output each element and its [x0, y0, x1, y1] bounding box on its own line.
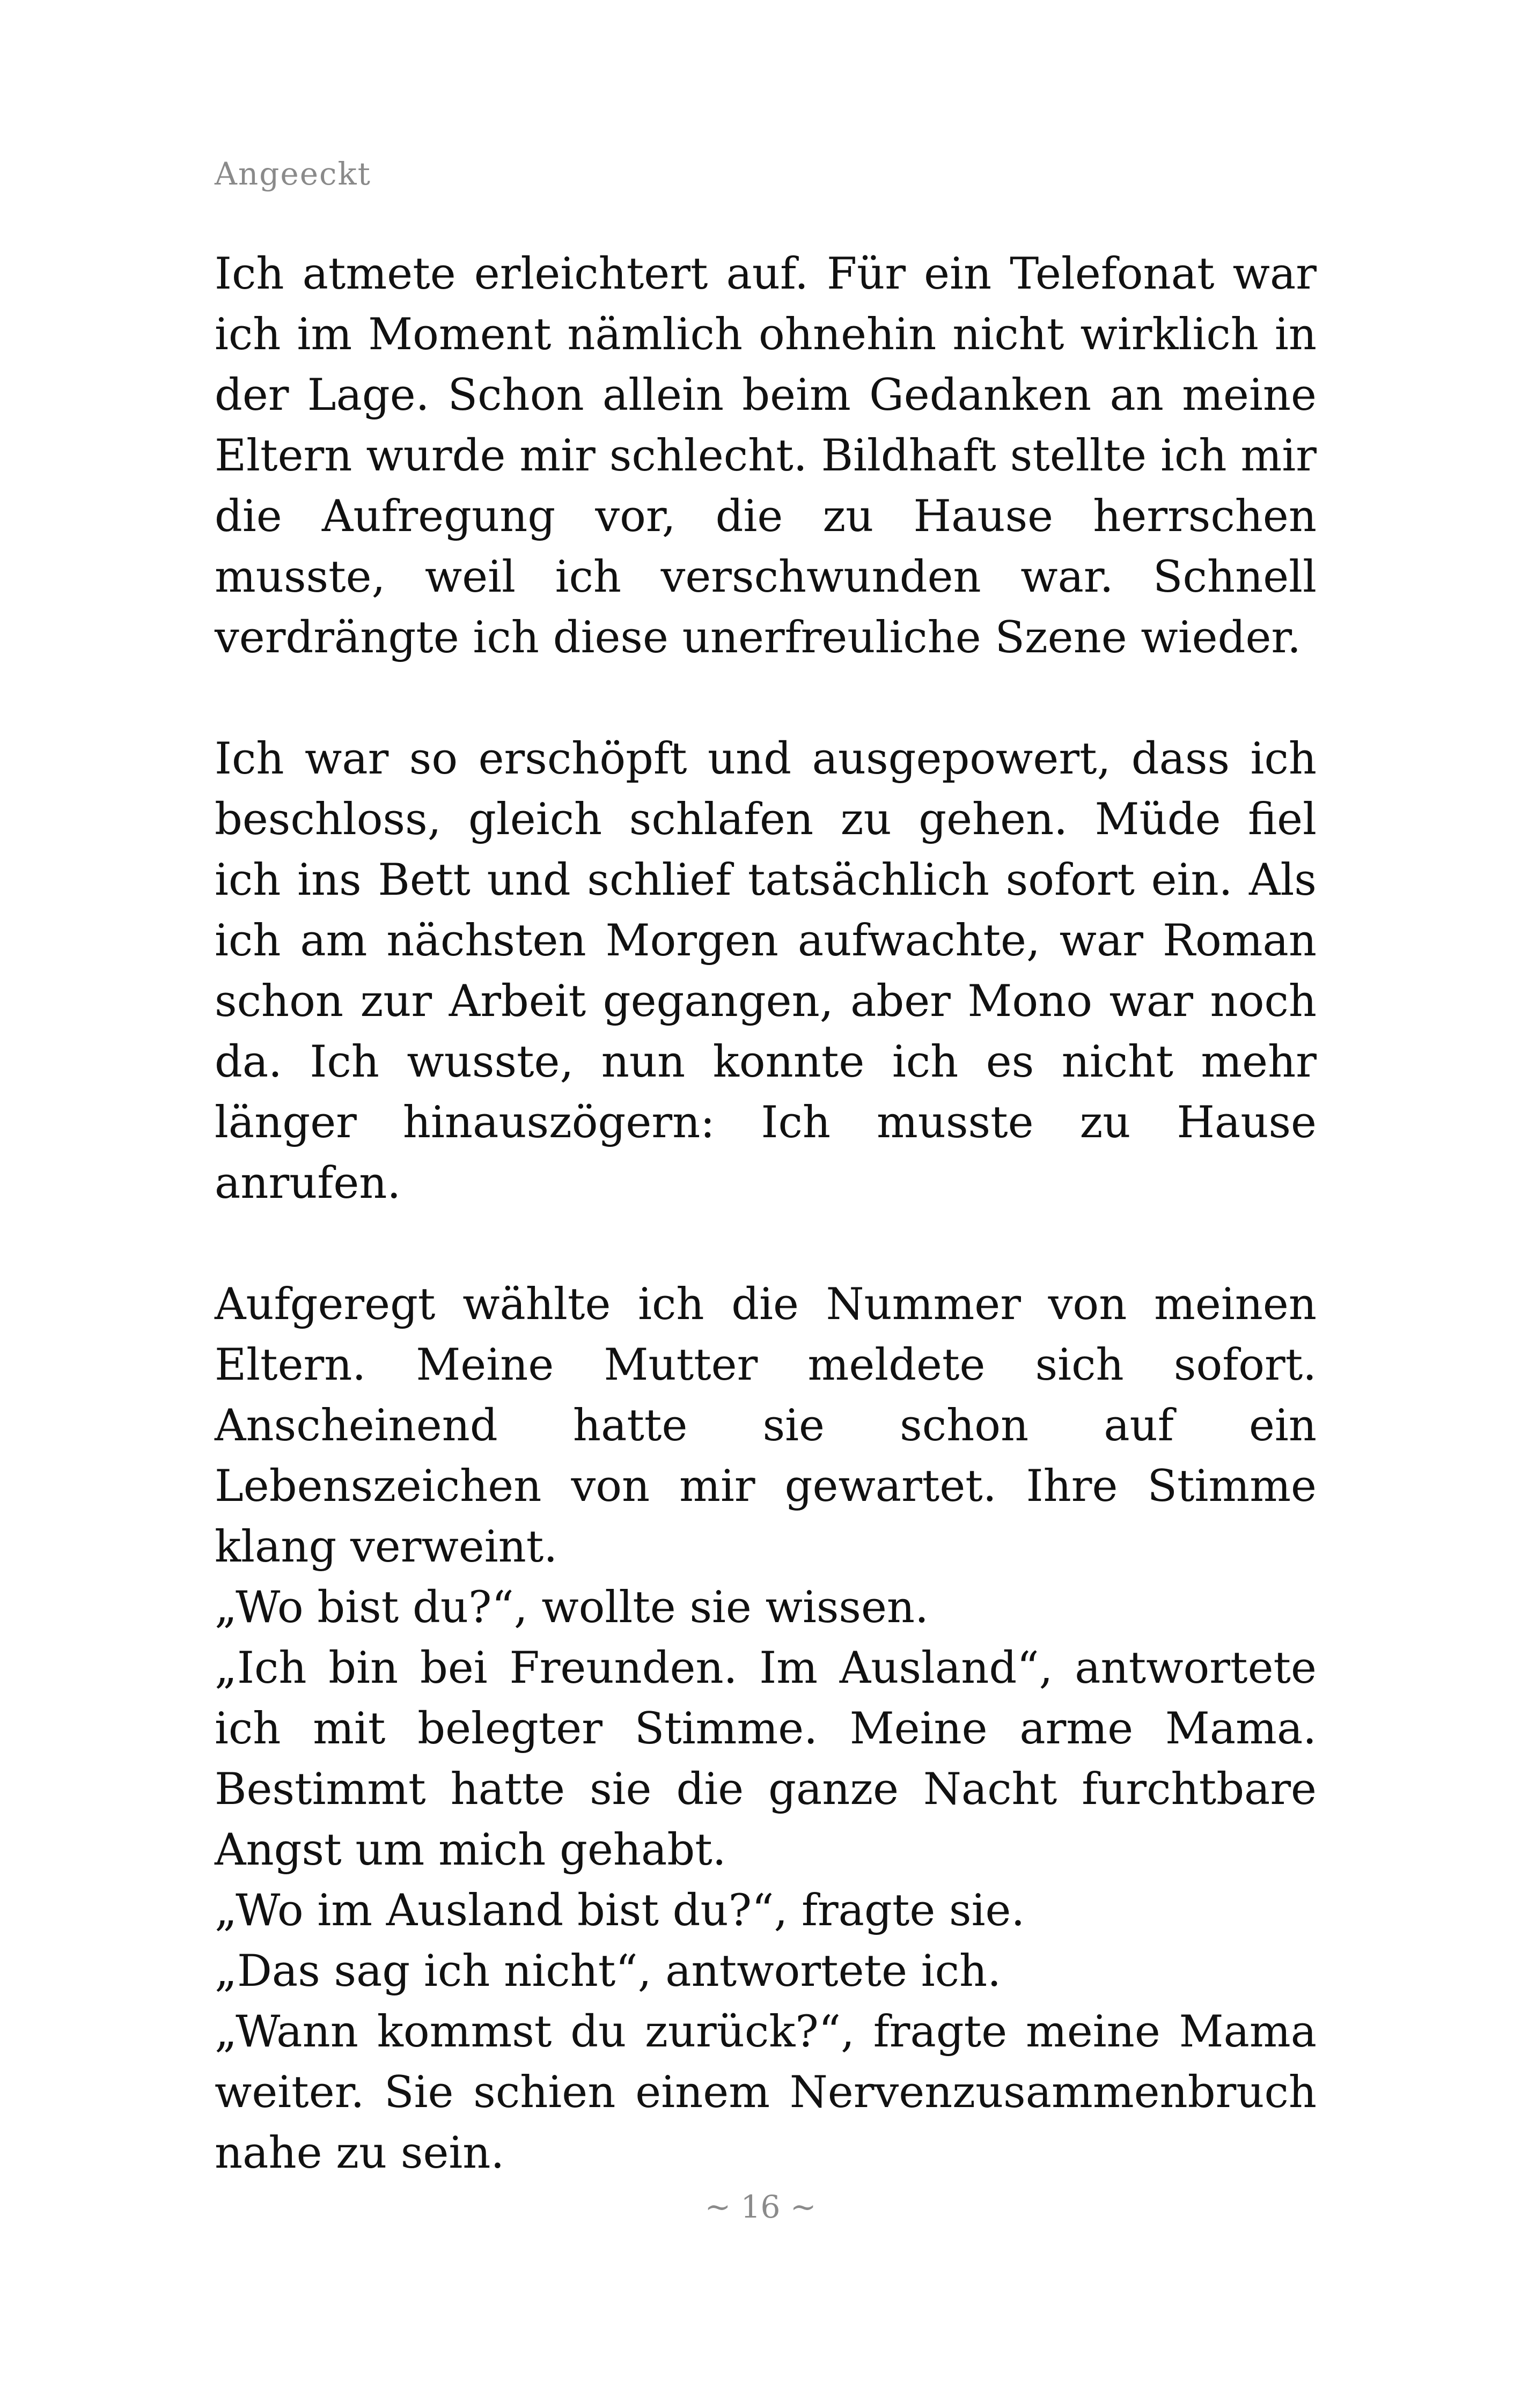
- page-number: ~ 16 ~: [704, 2189, 817, 2225]
- paragraph-gap: [215, 1214, 1317, 1275]
- paragraph-1: Ich atmete erleichtert auf. Für ein Telefonat war ich im Moment nämlich ohnehin nicht wirklich in der Lage. Schon allein beim Gedanken an meine Eltern wurde mir schlecht. Bildhaft stellte ich mir die Aufregung vor, die zu Hause herrschen musste, weil ich verschwunden war. Schnell verdrängte ich diese unerfreuliche Szene wieder.: [215, 249, 1317, 663]
- body-text: [215, 244, 1317, 2184]
- paragraph-3: Aufgeregt wählte ich die Nummer von meinen Eltern. Meine Mutter meldete sich sofort. Anscheinend hatte sie schon auf ein Lebenszeichen von mir gewartet. Ihre Stimme klang verweint.: [215, 1279, 1317, 1572]
- dialogue-line-1: „Wo bist du?“, wollte sie wissen.: [215, 1582, 929, 1633]
- dialogue-line-5: „Wann kommst du zurück?“, fragte meine Mama weiter. Sie schien einem Nervenzusammenbruch nahe zu sein.: [215, 2007, 1317, 2178]
- paragraph-gap: [215, 668, 1317, 729]
- dialogue-line-4: „Das sag ich nicht“, antwortete ich.: [215, 1946, 1001, 1997]
- dialogue-line-3: „Wo im Ausland bist du?“, fragte sie.: [215, 1886, 1025, 1936]
- paragraph-2: Ich war so erschöpft und ausgepowert, dass ich beschloss, gleich schlafen zu gehen. Müde fiel ich ins Bett und schlief tatsächlich sofort ein. Als ich am nächsten Morgen aufwachte, war Roman schon zur Arbeit gegangen, aber Mono war noch da. Ich wusste, nun konnte ich es nicht mehr länger hinauszögern: Ich musste zu Hause anrufen.: [215, 734, 1317, 1209]
- running-header-title: Angeeckt: [215, 156, 371, 192]
- dialogue-line-2: „Ich bin bei Freunden. Im Ausland“, antwortete ich mit belegter Stimme. Meine arme Mama. Bestimmt hatte sie die ganze Nacht furchtbare Angst um mich gehabt.: [215, 1643, 1317, 1875]
